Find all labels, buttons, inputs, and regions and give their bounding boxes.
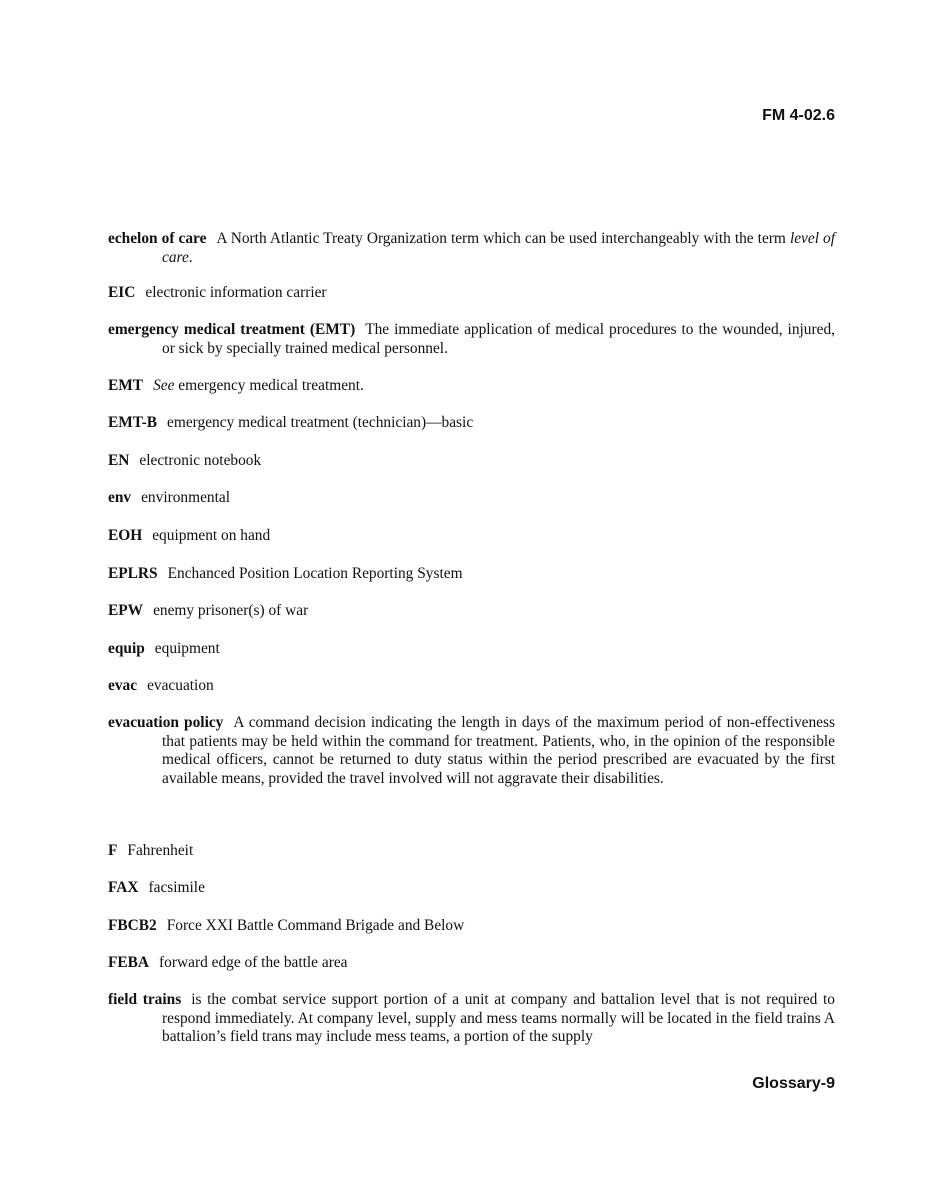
entry-term: EOH (108, 527, 143, 544)
entry-term: EMT-B (108, 414, 158, 431)
glossary-entry-en (108, 452, 835, 471)
glossary-entry-epw (108, 602, 835, 621)
page-number-footer: Glossary-9 (752, 1075, 835, 1092)
glossary-entry-equip (108, 640, 835, 659)
glossary-entry-eoh (108, 527, 835, 546)
entry-definition-end: . (188, 248, 193, 266)
glossary-entry-evac (108, 677, 835, 696)
entry-term: FEBA (108, 954, 150, 971)
glossary-entry-eic (108, 284, 835, 303)
entry-definition: enemy prisoner(s) of war (153, 602, 309, 619)
entry-definition: electronic information carrier (145, 284, 327, 301)
glossary-entry-field-trains (108, 991, 835, 1047)
glossary-entry-f (108, 842, 835, 861)
glossary-entry-env (108, 489, 835, 508)
document-id-header: FM 4-02.6 (762, 107, 835, 124)
entry-definition: Enchanced Position Location Reporting System (167, 565, 463, 582)
glossary-entry-emt-b (108, 414, 835, 433)
entry-definition: Fahrenheit (127, 842, 194, 859)
entry-term: evacuation policy (108, 714, 224, 731)
glossary-entry-emt (108, 377, 835, 396)
entry-term: EPLRS (108, 565, 158, 582)
glossary-entry-emergency-medical-treatment (108, 321, 835, 358)
entry-term: emergency medical treatment (EMT) (108, 321, 356, 338)
entry-definition: A command decision indicating the length in days of the maximum period of non-effectiveness that patients may be held within the command for treatment. Patients, who, in the opinion of the responsible medical officers, cannot be returned to duty status within the period prescribed are evacuated by the first available means, provided the travel involved will not aggravate their disabilities. (162, 714, 835, 787)
entry-term: F (108, 842, 118, 859)
glossary-entry-fax (108, 879, 835, 898)
entry-definition: emergency medical treatment (technician)—basic (167, 414, 474, 431)
entry-emphasis: level of care (162, 230, 836, 266)
entry-definition: forward edge of the battle area (159, 954, 348, 971)
entry-term: env (108, 489, 132, 506)
glossary-entry-feba (108, 954, 835, 973)
entry-term: EIC (108, 284, 136, 301)
entry-definition: equipment on hand (152, 527, 271, 544)
entry-term: EPW (108, 602, 144, 619)
entry-definition: facsimile (148, 879, 205, 896)
entry-see-reference: See (153, 377, 175, 394)
entry-definition: electronic notebook (139, 452, 262, 469)
entry-definition: is the combat service support portion of a unit at company and battalion level that is not required to respond immediately. At company level, supply and mess teams normally will be located in the field trains A battalion’s field trans may include mess teams, a portion of the supply (162, 991, 835, 1045)
glossary-entry-eplrs (108, 565, 835, 584)
entry-definition: equipment (154, 640, 220, 657)
entry-term: EMT (108, 377, 144, 394)
entry-term: equip (108, 640, 145, 657)
entry-term: echelon of care (108, 230, 207, 247)
entry-definition: A North Atlantic Treaty Organization term which can be used interchangeably with the term (216, 230, 790, 247)
entry-definition: evacuation (147, 677, 214, 694)
glossary-entry-evacuation-policy (108, 714, 835, 788)
entry-term: FBCB2 (108, 917, 157, 934)
entry-term: FAX (108, 879, 139, 896)
entry-term: EN (108, 452, 130, 469)
entry-term: evac (108, 677, 138, 694)
glossary-entry-echelon-of-care (108, 230, 835, 267)
entry-term: field trains (108, 991, 182, 1008)
entry-definition: environmental (141, 489, 230, 506)
entry-definition: Force XXI Battle Command Brigade and Below (166, 917, 465, 934)
entry-definition: The immediate application of medical procedures to the wounded, injured, or sick by specially trained medical personnel. (162, 321, 836, 357)
glossary-entry-fbcb2 (108, 917, 835, 936)
entry-definition: emergency medical treatment. (174, 377, 364, 394)
